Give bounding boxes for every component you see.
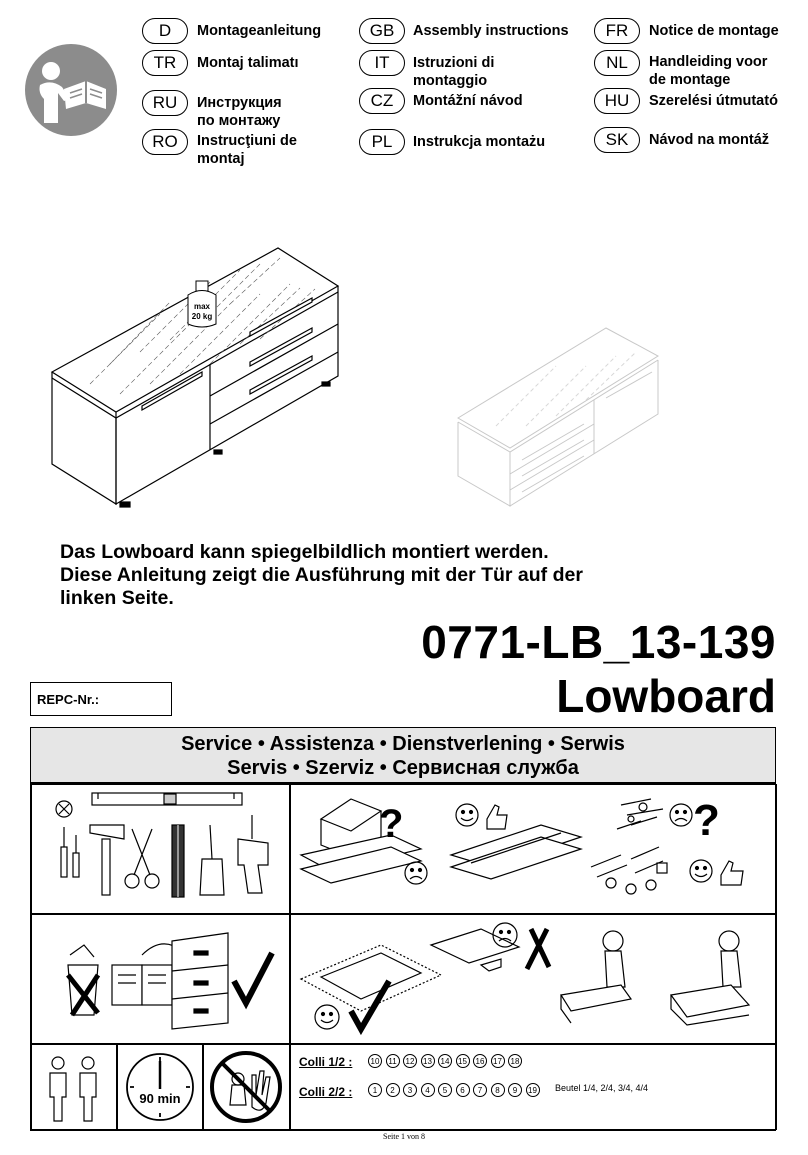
lang-code-cz: CZ xyxy=(359,88,405,114)
person-icon xyxy=(80,1057,96,1121)
lang-label-d: Montageanleitung xyxy=(197,23,322,39)
assembly-time-label: 90 min xyxy=(139,1091,181,1106)
lang-label-tr: Montaj talimatı xyxy=(197,55,299,71)
colli-number: 13 xyxy=(421,1054,435,1068)
lang-code-nl: NL xyxy=(594,50,640,76)
service-header xyxy=(30,727,776,783)
colli-number: 2 xyxy=(386,1083,400,1097)
colli-number: 4 xyxy=(421,1083,435,1097)
page-number: Seite 1 von 8 xyxy=(383,1132,425,1141)
two-person-panel xyxy=(31,1044,117,1130)
colli-number: 11 xyxy=(386,1054,400,1068)
manual-booklet-icon xyxy=(112,965,172,1005)
lang-code-it: IT xyxy=(359,50,405,76)
lang-label-ro: Instrucţiuni de montaj xyxy=(197,133,297,167)
happy-face-icon xyxy=(456,804,478,826)
service-line-2: Servis • Szerviz • Сервисная служба xyxy=(227,757,579,779)
lang-code-ro: RO xyxy=(142,129,188,155)
lang-code-gb: GB xyxy=(359,18,405,44)
lang-code-hu: HU xyxy=(594,88,640,114)
drill-bits-icon xyxy=(172,825,184,897)
colli-number: 1 xyxy=(368,1083,382,1097)
mirrored-lowboard-illustration xyxy=(456,326,660,510)
dustpan-icon xyxy=(200,825,224,895)
assembly-time-panel xyxy=(117,1044,203,1130)
notice-line-3: linken Seite. xyxy=(60,587,174,609)
colli-number: 6 xyxy=(456,1083,470,1097)
notice-line-2: Diese Anleitung zeigt die Ausführung mit der Tür auf der xyxy=(60,564,583,586)
happy-face-icon xyxy=(315,1005,339,1029)
weight-label-kg: 20 kg xyxy=(191,312,213,321)
notice-line-1: Das Lowboard kann spiegelbildlich montiert werden. xyxy=(60,541,549,563)
lang-code-tr: TR xyxy=(142,50,188,76)
lang-label-hu: Szerelési útmutató xyxy=(649,93,778,109)
sad-face-icon xyxy=(405,862,427,884)
hard-floor-icon xyxy=(431,929,519,971)
lang-label-ru: Инструкция по монтажу xyxy=(197,95,282,129)
work-surface-panel xyxy=(290,914,777,1044)
screwdriver-icon xyxy=(61,827,79,877)
colli-number: 8 xyxy=(491,1083,505,1097)
mirror-mount-notice xyxy=(60,541,583,610)
read-manual-icon xyxy=(24,43,118,137)
sorted-panels-icon xyxy=(451,825,581,879)
colli-number: 12 xyxy=(403,1054,417,1068)
tools-panel xyxy=(31,784,290,914)
instruction-grid xyxy=(30,783,776,1131)
sad-face-small-icon xyxy=(670,804,692,826)
lang-label-fr: Notice de montage xyxy=(649,23,779,39)
svg-text:?: ? xyxy=(379,802,404,846)
product-name: Lowboard xyxy=(556,670,776,722)
colli-row-1-label: Colli 1/2 : xyxy=(299,1055,353,1069)
lang-code-fr: FR xyxy=(594,18,640,44)
lang-label-gb: Assembly instructions xyxy=(413,23,569,39)
svg-text:?: ? xyxy=(693,796,720,845)
spirit-level-icon xyxy=(92,793,242,805)
hammer-icon xyxy=(90,825,124,895)
lang-code-ru: RU xyxy=(142,90,188,116)
carpet-icon xyxy=(301,945,441,1011)
colli-number: 18 xyxy=(508,1054,522,1068)
person-icon xyxy=(50,1057,66,1121)
person-lifting-icon xyxy=(561,931,631,1023)
repc-field xyxy=(30,682,172,716)
thumbs-up-small-icon xyxy=(721,861,743,885)
product-code: 0771-LB_13-139 xyxy=(421,616,776,668)
service-line-1: Service • Assistenza • Dienstverlening • Serwis xyxy=(181,733,625,755)
lang-label-nl: Handleiding voor de montage xyxy=(649,54,768,88)
colli-number: 3 xyxy=(403,1083,417,1097)
lang-code-sk: SK xyxy=(594,127,640,153)
colli-number: 14 xyxy=(438,1054,452,1068)
lang-label-sk: Návod na montáž xyxy=(649,132,770,148)
lang-code-d: D xyxy=(142,18,188,44)
colli-row-2-label: Colli 2/2 : xyxy=(299,1085,353,1099)
hardware-pile-icon xyxy=(617,799,663,829)
beutel-note: Beutel 1/4, 2/4, 3/4, 4/4 xyxy=(555,1083,649,1093)
no-children-panel xyxy=(203,1044,290,1130)
checkmark-icon xyxy=(234,953,272,1003)
sorted-hardware-icon xyxy=(591,847,667,894)
lang-code-pl: PL xyxy=(359,129,405,155)
colli-number: 17 xyxy=(491,1054,505,1068)
colli-number: 19 xyxy=(526,1083,540,1097)
cross-icon xyxy=(527,929,549,969)
colli-number: 15 xyxy=(456,1054,470,1068)
happy-face-small-icon xyxy=(690,860,712,882)
drill-icon xyxy=(238,815,268,893)
packaging-disposal-panel xyxy=(31,914,290,1044)
file-cabinet-icon xyxy=(172,933,228,1029)
colli-number: 7 xyxy=(473,1083,487,1097)
colli-number: 9 xyxy=(508,1083,522,1097)
lang-label-pl: Instrukcja montażu xyxy=(413,134,546,150)
colli-panel xyxy=(290,1044,777,1130)
thumbs-up-icon xyxy=(487,805,507,829)
scissors-icon xyxy=(125,829,159,888)
weight-label-max: max xyxy=(193,302,210,311)
lang-label-it: Istruzioni di montaggio xyxy=(413,55,495,89)
parts-check-panel xyxy=(290,784,777,914)
colli-number: 10 xyxy=(368,1054,382,1068)
colli-number: 16 xyxy=(473,1054,487,1068)
no-tool-icon xyxy=(56,801,72,817)
colli-number: 5 xyxy=(438,1083,452,1097)
person-carrying-icon xyxy=(671,931,749,1025)
repc-label: REPC-Nr.: xyxy=(37,692,100,707)
lang-label-cz: Montážní návod xyxy=(413,93,523,109)
max-weight-icon xyxy=(185,280,219,330)
